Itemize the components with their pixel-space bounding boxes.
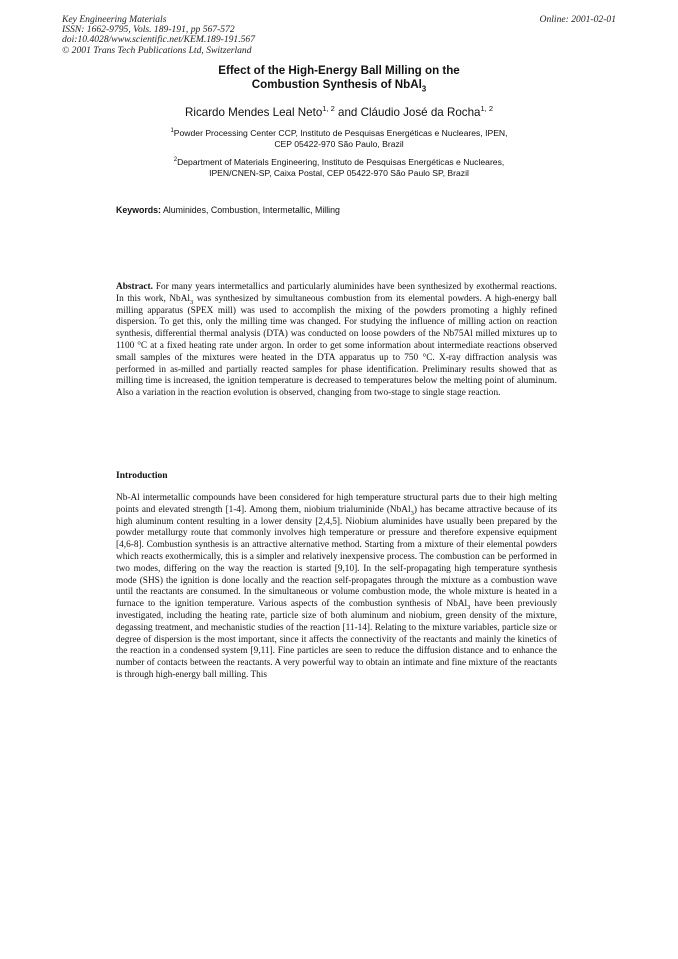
affiliation-2	[120, 157, 558, 179]
introduction-heading: Introduction	[116, 471, 168, 481]
keywords-text: Aluminides, Combustion, Intermetallic, Milling	[160, 205, 340, 215]
author-list	[0, 106, 678, 120]
paper-title	[0, 64, 678, 92]
author-conjunction: and	[334, 106, 361, 119]
doi-line[interactable]: doi:10.4028/www.scientific.net/KEM.189-191.567	[62, 34, 256, 46]
author-1: Ricardo Mendes Leal Neto	[185, 106, 323, 119]
online-date: Online: 2001-02-01	[539, 14, 616, 25]
title-line-1: Effect of the High-Energy Ball Milling on the	[218, 64, 460, 77]
author-2-affil: 1, 2	[480, 104, 493, 114]
intro-text-3: have been previously investigated, including the heating rate, particle size of both aluminum and niobium, green density of the mixture, degassing treatment, and mechanistic studies of the reaction [11-14]. Relating to the mixture variables, particle size or degree of dispersion is the most important, since it affects the connectivity of the reactants and mainly the kinetics of the reaction in a condensed system [9,11]. Fine particles are seen to reduce the diffusion distance and to enhance the number of contacts between the reactants. A very powerful way to obtain an intimate and fine mixture of the reactants is through high-energy ball milling. This	[116, 599, 557, 680]
affiliation-1	[120, 128, 558, 150]
introduction-text	[116, 493, 557, 682]
affiliation-2-line-1: Department of Materials Engineering, Instituto de Pesquisas Energéticas e Nucleares,	[177, 157, 505, 167]
abstract-text-1: For many years intermetallics and particularly aluminides have been synthesized by exothermal reactions. In this work, NbAl	[116, 282, 557, 304]
intro-text-1: Nb-Al intermetallic compounds have been considered for high temperature structural parts due to their high melting points and elevated strength [1-4]. Among them, niobium trialuminide (NbAl	[116, 493, 557, 515]
author-2: Cláudio José da Rocha	[360, 106, 481, 119]
abstract	[116, 282, 557, 400]
abstract-text-2: was synthesized by simultaneous combustion from its elemental powders. A high-energy ball milling apparatus (SPEX mill) was used to accomplish the mixing of the powders promoting a highly refined dispersion. To get this, only the milling time was changed. For studying the influence of milling action on reaction synthesis, differential thermal analysis (DTA) was conducted on loose powders of the Nb75Al milled mixtures up to 1100 °C at a fixed heating rate under argon. In order to get some information about intermediate reactions observed small samples of the mixtures were heated in the DTA apparatus up to 750 °C. X-ray diffraction analysis was performed in as-milled and partially reacted samples for phase identification. Preliminary results showed that as milling time is increased, the ignition temperature is decreased to temperatures below the melting point of aluminum. Also a variation in the reaction evolution is observed, changing from two-stage to single stage reaction.	[116, 293, 557, 399]
keywords-label: Keywords:	[116, 205, 161, 215]
intro-subscript-1: 3	[410, 509, 414, 517]
author-1-affil: 1, 2	[322, 104, 335, 114]
title-line-2-text: Combustion Synthesis of NbAl	[251, 78, 422, 91]
affiliation-1-line-2: CEP 05422-970 São Paulo, Brazil	[274, 139, 404, 150]
title-subscript: 3	[421, 84, 427, 94]
journal-name: Key Engineering Materials	[62, 14, 167, 25]
journal-header	[62, 15, 255, 56]
affiliation-2-number: 2	[173, 157, 178, 164]
abstract-label: Abstract.	[116, 282, 153, 292]
affiliation-1-line-1: Powder Processing Center CCP, Instituto de Pesquisas Energéticas e Nucleares, IPEN,	[173, 128, 508, 138]
intro-subscript-2: 3	[467, 604, 471, 612]
copyright-line: © 2001 Trans Tech Publications Ltd, Switzerland	[62, 44, 252, 56]
affiliation-2-line-2: IPEN/CNEN-SP, Caixa Postal, CEP 05422-970 São Paulo SP, Brazil	[209, 168, 469, 179]
issn-line: ISSN: 1662-9795, Vols. 189-191, pp 567-572	[62, 24, 235, 36]
title-line-2	[0, 78, 678, 92]
affiliation-1-number: 1	[170, 128, 174, 135]
intro-text-2: ) has became attractive because of its high aluminum content resulting in a lower density [2,4,5]. Niobium aluminides have usually been prepared by the powder metallurgy route that commonly involves high temperature or pressure and therefore expensive equipment [4,6-8]. Combustion synthesis is an attractive alternative method. Starting from a mixture of their elemental powders which reacts exothermically, this is a simpler and relatively inexpensive process. The combustion can be performed in two modes, differing on the way the reaction is started [9,10]. In the self-propagating high temperature synthesis mode (SHS) the ignition is done locally and the reaction self-propagates through the mixture as a combustion wave until the reactants are consumed. In the simultaneous or volume combustion mode, the whole mixture is heated in a furnace to the ignition temperature. Various aspects of the combustion synthesis of NbAl	[116, 504, 557, 610]
keywords	[116, 205, 340, 216]
abstract-subscript: 3	[190, 298, 194, 306]
